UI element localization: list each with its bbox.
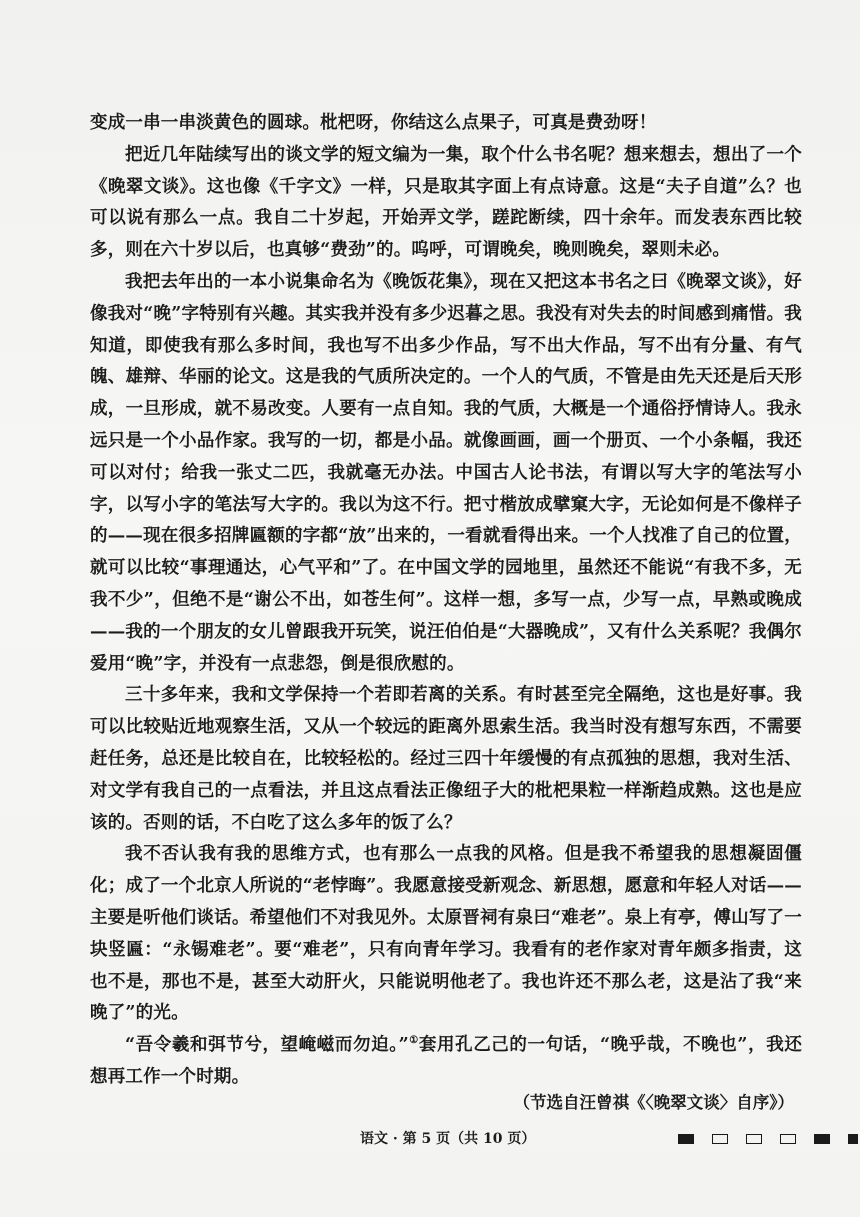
paragraph-1: 变成一串一串淡黄色的圆球。枇杷呀，你结这么点果子，可真是费劲呀！: [90, 113, 657, 133]
paragraph-6-rest: 套用孔乙己的一句话，“晚乎哉，不晚也”，我还想再工作一个时期。: [90, 1035, 803, 1087]
paragraph-3: 我把去年出的一本小说集命名为《晚饭花集》，现在又把这本书名之曰《晚翠文谈》，好像我对“晚”字特别有兴趣。其实我并没有多少迟暮之思。我没有对失去的时间感到痛惜。我知道，即使我有那么多时间，我也写不出多少作品，写不出大作品，写不出有分量、有气魄、雄辩、华丽的论文。这是我的气质所决定的。一个人的气质，不管是由先天还是后天形成，一旦形成，就不易改变。人要有一点自知。我的气质，大概是一个通俗抒情诗人。我永远只是一个小品作家。我写的一切，都是小品。就像画画，画一个册页、一个小条幅，我还可以对付；给我一张丈二匹，我就毫无办法。中国古人论书法，有谓以写大字的笔法写小字，以写小字的笔法写大字的。我以为这不行。把寸楷放成擘窠大字，无论如何是不像样子的——现在很多招牌匾额的字都“放”出来的，一看就看得出来。一个人找准了自己的位置，就可以比较“事理通达，心气平和”了。在中国文学的园地里，虽然还不能说“有我不多，无我不少”，但绝不是“谢公不出，如苍生何”。这样一想，多写一点，少写一点，早熟或晚成——我的一个朋友的女儿曾跟我开玩笑，说汪伯伯是“大器晚成”，又有什么关系呢？我偶尔爱用“晚”字，并没有一点悲怨，倒是很欣慰的。: [90, 271, 802, 674]
source-attribution: （节选自汪曾祺《〈晚翠文谈〉自序》）: [513, 1093, 794, 1112]
filled-square-mark: [814, 1134, 830, 1144]
hollow-square-mark: [746, 1134, 762, 1144]
paragraph-5: 我不否认我有我的思维方式，也有那么一点我的风格。但是我不希望我的思想凝固僵化；成了一个北京人所说的“老悖晦”。我愿意接受新观念、新思想，愿意和年轻人对话——主要是听他们谈话。希望他们不对我见外。太原晋祠有泉曰“难老”。泉上有亭，傅山写了一块竖匾：“永锡难老”。要“难老”，只有向青年学习。我看有的老作家对青年颇多指责，这也不是，那也不是，甚至大动肝火，只能说明他老了。我也许还不那么老，这是沾了我“来晚了”的光。: [90, 844, 802, 1024]
paragraph-6-quote: “吾令羲和弭节兮，望崦嵫而勿迫。”: [125, 1035, 409, 1056]
paragraph-6: [90, 1030, 802, 1094]
paragraph-4: 三十多年来，我和文学保持一个若即若离的关系。有时甚至完全隔绝，这也是好事。我可以比较贴近地观察生活，又从一个较远的距离外思索生活。我当时没有想写东西，不需要赶任务，总还是比较自在，比较轻松的。经过三四十年缓慢的有点孤独的思想，我对生活、对文学有我自己的一点看法，并且这点看法正像纽子大的枇杷果粒一样渐趋成熟。这也是应该的。否则的话，不白吃了这么多年的饭了么？: [90, 685, 802, 833]
footer-marks: [678, 1132, 858, 1146]
article-body: [90, 108, 802, 1094]
hollow-square-mark: [780, 1134, 796, 1144]
page-footer: [0, 1128, 860, 1152]
filled-square-mark: [678, 1134, 694, 1144]
filled-square-mark: [848, 1134, 858, 1144]
footnote-marker: ①: [408, 1035, 419, 1047]
hollow-square-mark: [712, 1134, 728, 1144]
paragraph-2: 把近几年陆续写出的谈文学的短文编为一集，取个什么书名呢？想来想去，想出了一个《晚翠文谈》。这也像《千字文》一样，只是取其字面上有点诗意。这是“夫子自道”么？也可以说有那么一点。我自二十岁起，开始弄文学，蹉跎断续，四十余年。而发表东西比较多，则在六十岁以后，也真够“费劲”的。呜呼，可谓晚矣，晚则晚矣，翠则未必。: [90, 144, 802, 261]
page-number: 语文 · 第 5 页（共 10 页）: [360, 1131, 536, 1147]
